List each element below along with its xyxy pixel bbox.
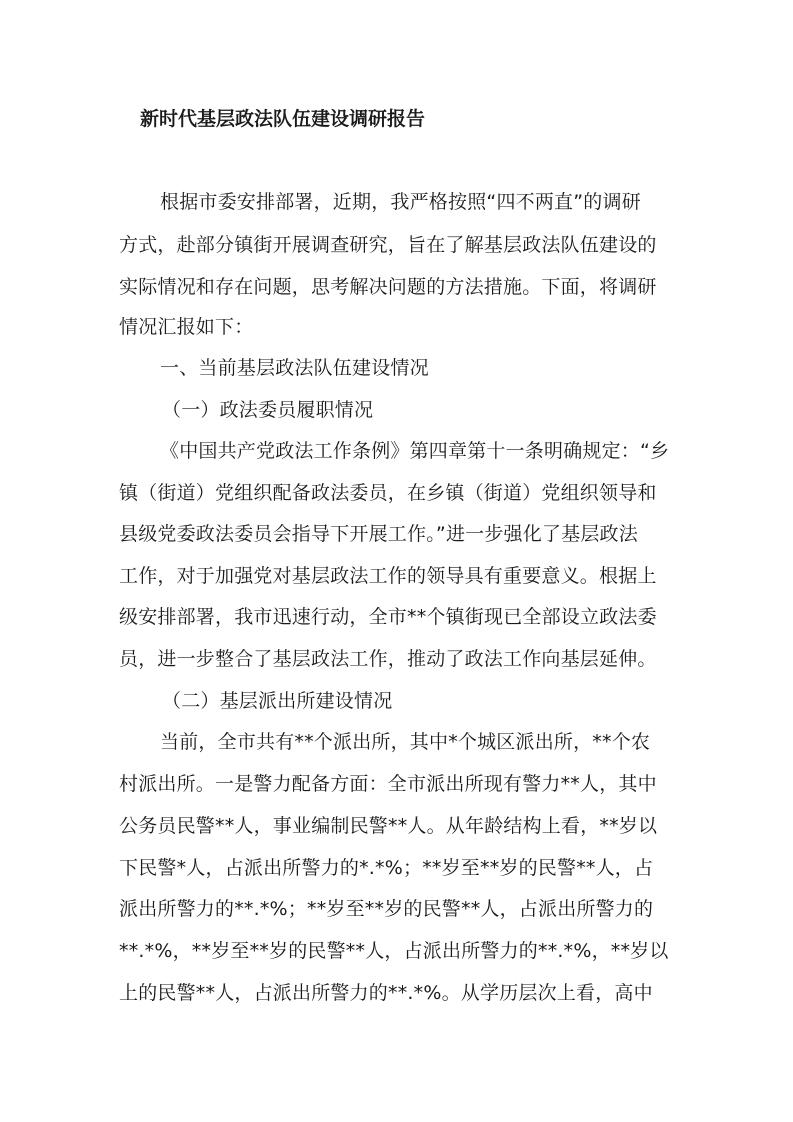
- subsection-heading: （二）基层派出所建设情况: [162, 690, 393, 712]
- paragraph-line: 实际情况和存在问题，思考解决问题的方法措施。下面，将调研: [119, 276, 657, 298]
- paragraph-line: 上的民警**人，占派出所警力的**.*%。从学历层次上看，高中: [119, 982, 653, 1004]
- paragraph-line: 下民警*人，占派出所警力的*.*%；**岁至**岁的民警**人，占: [119, 857, 654, 879]
- paragraph-line: 县级党委政法委员会指导下开展工作。”进一步强化了基层政法: [119, 523, 638, 545]
- paragraph-line: 当前，全市共有**个派出所，其中*个城区派出所，**个农: [160, 731, 651, 753]
- paragraph-line: 根据市委安排部署，近期，我严格按照“四不两直”的调研: [160, 191, 641, 213]
- paragraph-line: 工作，对于加强党对基层政法工作的领导具有重要意义。根据上: [119, 565, 657, 587]
- paragraph-line: 公务员民警**人，事业编制民警**人。从年龄结构上看，**岁以: [119, 815, 658, 837]
- paragraph-line: 级安排部署，我市迅速行动，全市**个镇街现已全部设立政法委: [119, 606, 657, 628]
- subsection-heading: （一）政法委员履职情况: [162, 399, 374, 421]
- paragraph-line: 村派出所。一是警力配备方面：全市派出所现有警力**人，其中: [119, 773, 657, 795]
- paragraph-line: 镇（街道）党组织配备政法委员，在乡镇（街道）党组织领导和: [119, 482, 657, 504]
- paragraph-line: 情况汇报如下：: [119, 316, 254, 338]
- paragraph-line: 派出所警力的**.*%；**岁至**岁的民警**人，占派出所警力的: [119, 898, 654, 920]
- document-title: 新时代基层政法队伍建设调研报告: [140, 108, 426, 130]
- paragraph-line: 员，进一步整合了基层政法工作，推动了政法工作向基层延伸。: [119, 648, 657, 670]
- paragraph-line: **.*%，**岁至**岁的民警**人，占派出所警力的**.*%，**岁以: [119, 940, 669, 962]
- paragraph-line: 方式，赴部分镇街开展调查研究，旨在了解基层政法队伍建设的: [119, 234, 657, 256]
- paragraph-line: 《中国共产党政法工作条例》第四章第十一条明确规定：“乡: [160, 440, 670, 462]
- section-heading: 一、当前基层政法队伍建设情况: [160, 357, 429, 379]
